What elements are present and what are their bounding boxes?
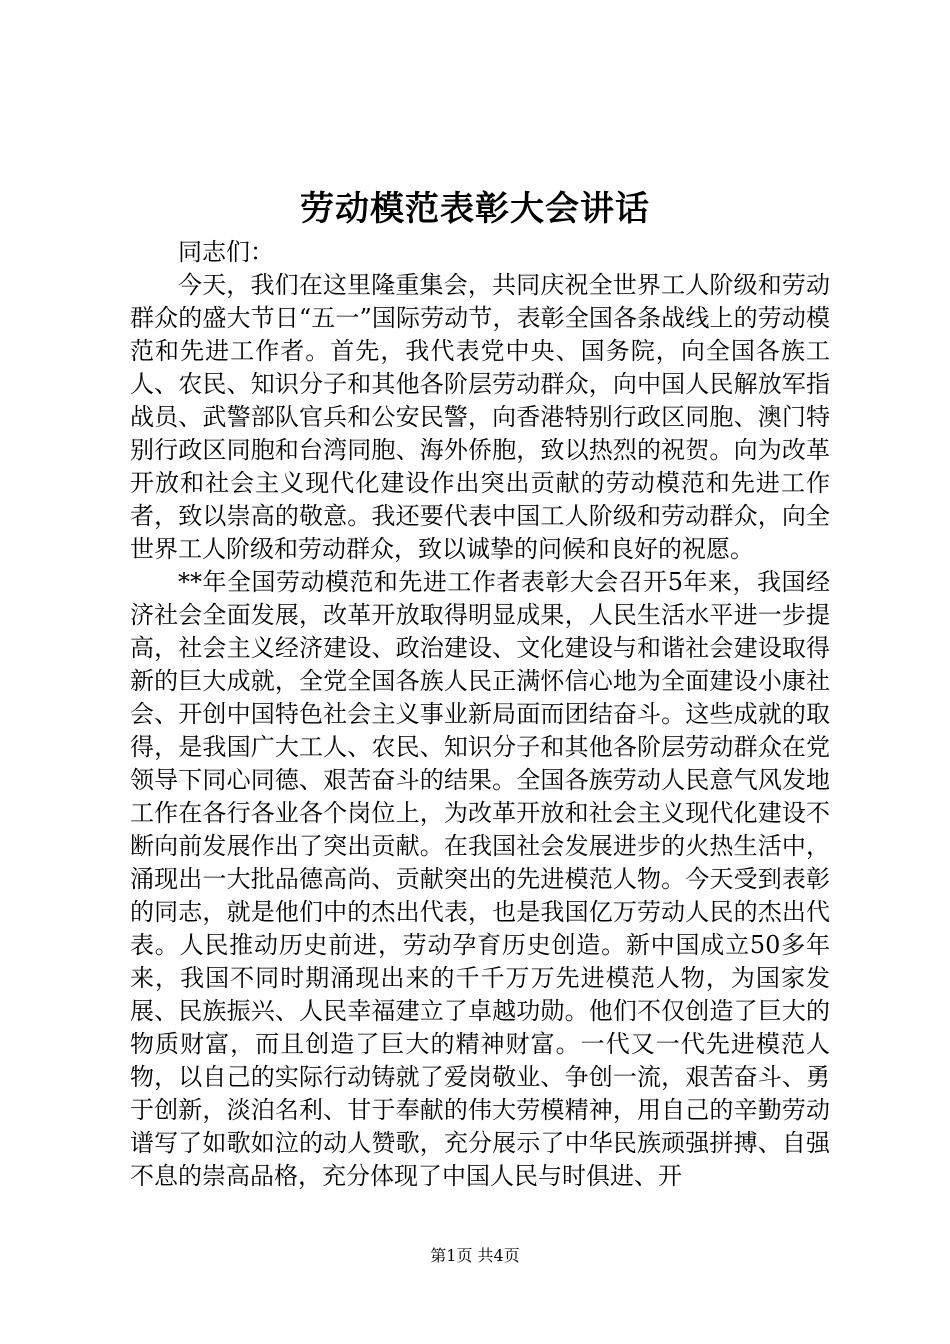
page-footer: 第1页 共4页: [430, 1246, 520, 1265]
salutation-paragraph: 同志们：: [178, 238, 274, 266]
body-paragraph: 今天，我们在这里隆重集会，共同庆祝全世界工人阶级和劳动群众的盛大节日“五一”国际劳动节，表彰全国各条战线上的劳动模范和先进工作者。首先，我代表党中央、国务院，向全国各族工人、农民、知识分子和其他各阶层劳动群众，向中国人民解放军指战员、武警部队官兵和公安民警，向香港特别行政区同胞、澳门特别行政区同胞和台湾同胞、海外侨胞，致以热烈的祝贺。向为改革开放和社会主义现代化建设作出突出贡献的劳动模范和先进工作者，致以崇高的敬意。我还要代表中国工人阶级和劳动群众，向全世界工人阶级和劳动群众，致以诚挚的问候和良好的祝愿。: [130, 271, 830, 563]
document-title: 劳动模范表彰大会讲话: [300, 189, 650, 229]
body-paragraph: **年全国劳动模范和先进工作者表彰大会召开5年来，我国经济社会全面发展，改革开放取得明显成果，人民生活水平进一步提高，社会主义经济建设、政治建设、文化建设与和谐社会建设取得新的巨大成就，全党全国各族人民正满怀信心地为全面建设小康社会、开创中国特色社会主义事业新局面而团结奋斗。这些成就的取得，是我国广大工人、农民、知识分子和其他各阶层劳动群众在党领导下同心同德、艰苦奋斗的结果。全国各族劳动人民意气风发地工作在各行各业各个岗位上，为改革开放和社会主义现代化建设不断向前发展作出了突出贡献。在我国社会发展进步的火热生活中，涌现出一大批品德高尚、贡献突出的先进模范人物。今天受到表彰的同志，就是他们中的杰出代表，也是我国亿万劳动人民的杰出代表。人民推动历史前进，劳动孕育历史创造。新中国成立50多年来，我国不同时期涌现出来的千千万万先进模范人物，为国家发展、民族振兴、人民幸福建立了卓越功勋。他们不仅创造了巨大的物质财富，而且创造了巨大的精神财富。一代又一代先进模范人物，以自己的实际行动铸就了爱岗敬业、争创一流，艰苦奋斗、勇于创新，淡泊名利、甘于奉献的伟大劳模精神，用自己的辛勤劳动谱写了如歌如泣的动人赞歌，充分展示了中华民族顽强拼搏、自强不息的崇高品格，充分体现了中国人民与时俱进、开: [130, 568, 830, 1190]
document-body: [130, 236, 830, 1193]
